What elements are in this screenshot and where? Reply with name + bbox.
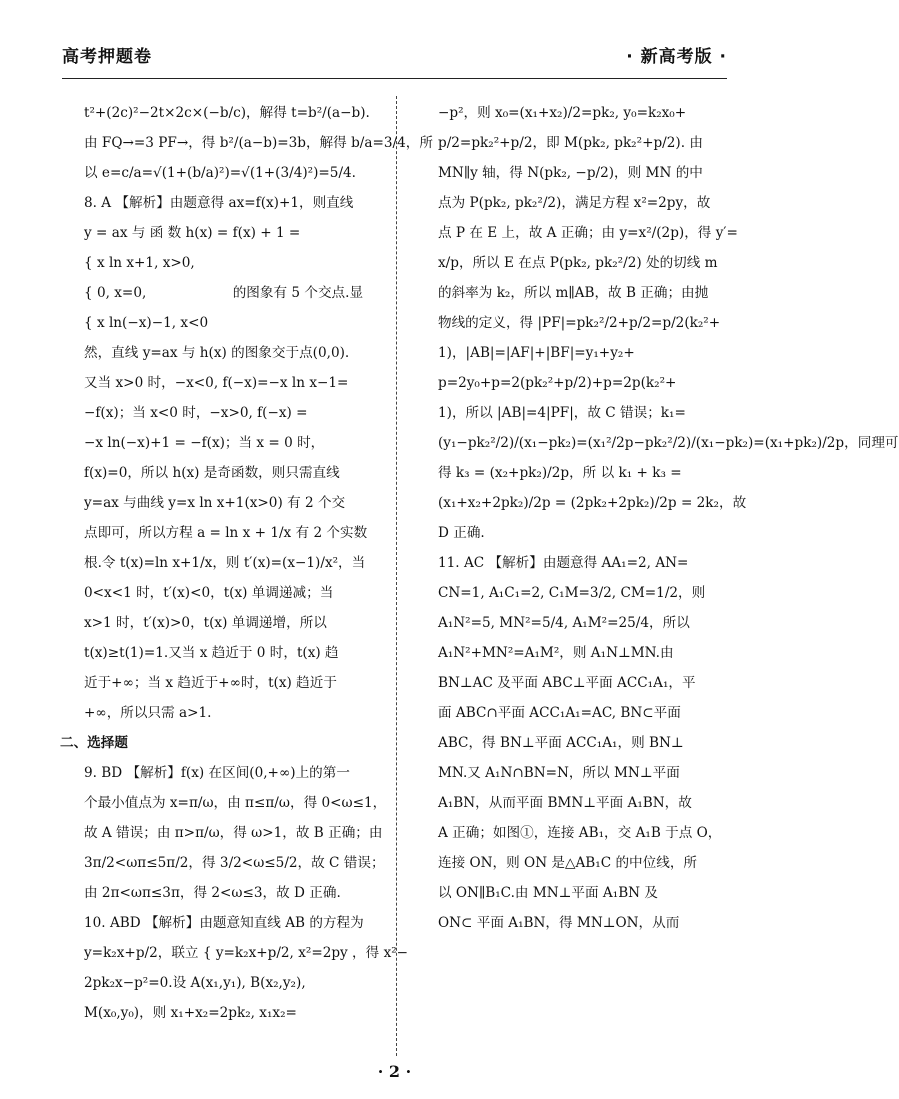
text-line: MN.又 A₁N∩BN=N，所以 MN⊥平面 xyxy=(438,765,680,781)
text-line: { x ln x+1, x>0, xyxy=(84,255,195,271)
text-line: A₁BN，从而平面 BMN⊥平面 A₁BN，故 xyxy=(438,795,692,811)
text-line: 由 FQ→=3 PF→，得 b²/(a−b)=3b，解得 b/a=3/4，所 xyxy=(84,135,433,151)
left-column xyxy=(60,98,433,1028)
text-line: 11. AC 【解析】由题意得 AA₁=2, AN= xyxy=(438,555,689,571)
text-line: 物线的定义，得 |PF|=pk₂²/2+p/2=p/2(k₂²+ xyxy=(438,315,721,331)
text-line: BN⊥AC 及平面 ABC⊥平面 ACC₁A₁，平 xyxy=(438,675,696,691)
text-line: +∞，所以只需 a>1. xyxy=(84,705,212,721)
text-line: x/p，所以 E 在点 P(pk₂, pk₂²/2) 处的切线 m xyxy=(438,255,718,271)
text-line: y=k₂x+p/2，联立 { y=k₂x+p/2, x²=2py ，得 x²− xyxy=(84,945,409,961)
text-line: 以 ON∥B₁C.由 MN⊥平面 A₁BN 及 xyxy=(438,885,658,901)
text-line: A₁N²+MN²=A₁M²，则 A₁N⊥MN.由 xyxy=(438,645,674,661)
text-line: p=2y₀+p=2(pk₂²+p/2)+p=2p(k₂²+ xyxy=(438,375,677,391)
text-line: f(x)=0，所以 h(x) 是奇函数，则只需直线 xyxy=(84,465,340,481)
text-line: 由 2π<ωπ≤3π，得 2<ω≤3，故 D 正确. xyxy=(84,885,341,901)
text-line: −x ln(−x)+1 = −f(x)；当 x = 0 时， xyxy=(84,435,325,451)
text-line: y=ax 与曲线 y=x ln x+1(x>0) 有 2 个交 xyxy=(84,495,346,511)
edition-label: · 新高考版 · xyxy=(626,47,727,67)
text-line: { 0, x=0, 的图象有 5 个交点.显 xyxy=(84,285,364,301)
text-line: 个最小值点为 x=π/ω，由 π≤π/ω，得 0<ω≤1， xyxy=(84,795,387,811)
text-line: 3π/2<ωπ≤5π/2，得 3/2<ω≤5/2，故 C 错误； xyxy=(84,855,385,871)
text-line: A₁N²=5, MN²=5/4, A₁M²=25/4，所以 xyxy=(438,615,690,631)
text-line: 1)，所以 |AB|=4|PF|，故 C 错误；k₁= xyxy=(438,405,686,421)
text-line: 1)，|AB|=|AF|+|BF|=y₁+y₂+ xyxy=(438,345,635,361)
section-heading: 二、选择题 xyxy=(60,735,128,751)
text-line: 然，直线 y=ax 与 h(x) 的图象交于点(0,0). xyxy=(84,345,350,361)
text-line: (y₁−pk₂²/2)/(x₁−pk₂)=(x₁²/2p−pk₂²/2)/(x₁−pk₂)=(x₁+pk₂)/2p，同理可 xyxy=(438,435,899,451)
text-line: 点 P 在 E 上，故 A 正确；由 y=x²/(2p)，得 y′= xyxy=(438,225,738,241)
text-line: 近于+∞；当 x 趋近于+∞时，t(x) 趋近于 xyxy=(84,675,337,691)
text-line: 得 k₃ = (x₂+pk₂)/2p，所 以 k₁ + k₃ = xyxy=(438,465,682,481)
text-line: (x₁+x₂+2pk₂)/2p = (2pk₂+2pk₂)/2p = 2k₂，故 xyxy=(438,495,747,511)
exam-title: 高考押题卷 xyxy=(62,47,152,67)
text-line: 连接 ON，则 ON 是△AB₁C 的中位线，所 xyxy=(438,855,698,871)
text-line: 又当 x>0 时，−x<0, f(−x)=−x ln x−1= xyxy=(84,375,349,391)
text-line: x>1 时，t′(x)>0，t(x) 单调递增，所以 xyxy=(84,615,327,631)
text-line: 10. ABD 【解析】由题意知直线 AB 的方程为 xyxy=(84,915,364,931)
text-line: t(x)≥t(1)=1.又当 x 趋近于 0 时，t(x) 趋 xyxy=(84,645,339,661)
text-line: ON⊂ 平面 A₁BN，得 MN⊥ON，从而 xyxy=(438,915,680,931)
text-line: 9. BD 【解析】f(x) 在区间(0,+∞)上的第一 xyxy=(84,765,350,781)
text-line: 点即可，所以方程 a = ln x + 1/x 有 2 个实数 xyxy=(84,525,368,541)
text-line: y = ax 与 函 数 h(x) = f(x) + 1 = xyxy=(84,225,301,241)
text-line: 0<x<1 时，t′(x)<0，t(x) 单调递减；当 xyxy=(84,585,334,601)
text-line: ABC，得 BN⊥平面 ACC₁A₁，则 BN⊥ xyxy=(438,735,684,751)
page-number: · 2 · xyxy=(377,1062,412,1081)
text-line: CN=1, A₁C₁=2, C₁M=3/2, CM=1/2，则 xyxy=(438,585,706,601)
text-line: t²+(2c)²−2t×2c×(−b/c)，解得 t=b²/(a−b). xyxy=(84,105,370,121)
text-line: −p²，则 x₀=(x₁+x₂)/2=pk₂, y₀=k₂x₀+ xyxy=(438,105,687,121)
text-line: −f(x)；当 x<0 时，−x>0, f(−x) = xyxy=(84,405,308,421)
text-line: 故 A 错误；由 π>π/ω，得 ω>1，故 B 正确；由 xyxy=(84,825,383,841)
text-line: 2pk₂x−p²=0.设 A(x₁,y₁), B(x₂,y₂), xyxy=(84,975,306,991)
text-line: p/2=pk₂²+p/2，即 M(pk₂, pk₂²+p/2). 由 xyxy=(438,135,703,151)
text-line: 根.令 t(x)=ln x+1/x，则 t′(x)=(x−1)/x²，当 xyxy=(84,555,366,571)
text-line: M(x₀,y₀)，则 x₁+x₂=2pk₂, x₁x₂= xyxy=(84,1005,297,1021)
right-column xyxy=(438,98,899,938)
text-line: A 正确；如图①，连接 AB₁，交 A₁B 于点 O， xyxy=(438,825,722,841)
text-line: 的斜率为 k₂，所以 m∥AB，故 B 正确；由抛 xyxy=(438,285,709,301)
text-line: MN∥y 轴，得 N(pk₂, −p/2)，则 MN 的中 xyxy=(438,165,703,181)
text-line: 以 e=c/a=√(1+(b/a)²)=√(1+(3/4)²)=5/4. xyxy=(84,165,357,181)
text-line: 面 ABC∩平面 ACC₁A₁=AC, BN⊂平面 xyxy=(438,705,681,721)
text-line: { x ln(−x)−1, x<0 xyxy=(84,315,209,331)
text-line: D 正确. xyxy=(438,525,485,541)
text-line: 8. A 【解析】由题意得 ax=f(x)+1，则直线 xyxy=(84,195,354,211)
text-line: 点为 P(pk₂, pk₂²/2)，满足方程 x²=2py，故 xyxy=(438,195,711,211)
header-divider xyxy=(62,78,727,79)
